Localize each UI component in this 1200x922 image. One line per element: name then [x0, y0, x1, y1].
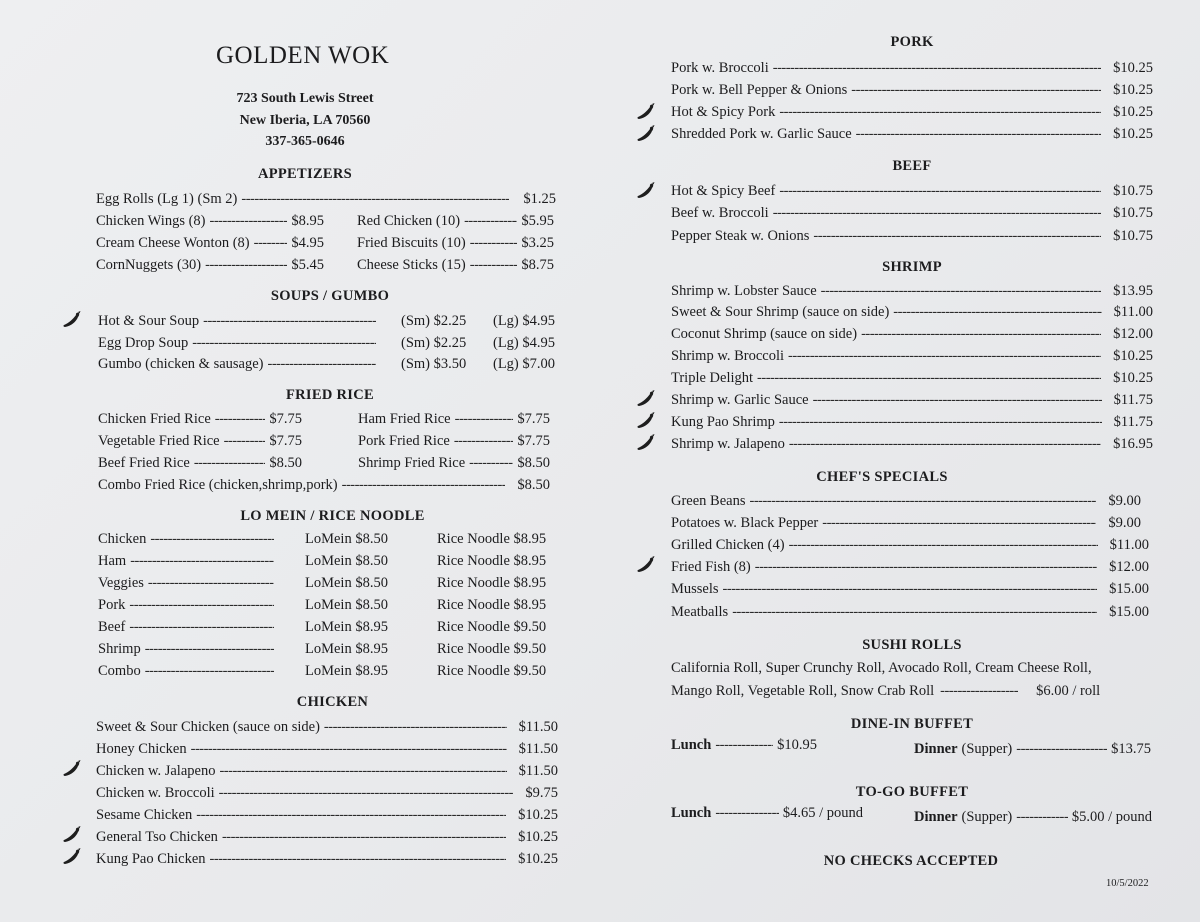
menu-item: Potatoes w. Black Pepper ----- $9.00 [671, 512, 1141, 534]
menu-item: Sesame Chicken ----- $10.25 [96, 804, 558, 826]
menu-item: Vegetable Fried Rice ----- $7.75 [98, 430, 302, 452]
price-small: (Sm) $2.25 [401, 335, 467, 351]
menu-item: Egg Drop Soup ----- [98, 332, 380, 354]
menu-item: Coconut Shrimp (sauce on side) ----- $12.00 [671, 323, 1153, 345]
to-go-lunch: Lunch ----- $4.65 / pound [671, 802, 863, 824]
dine-in-buffet-heading: DINE-IN BUFFET [850, 716, 974, 732]
menu-item: Meatballs ----- $15.00 [671, 601, 1149, 623]
lomein-price: LoMein $8.50 [305, 553, 388, 569]
chili-pepper-icon [636, 182, 656, 200]
chili-pepper-icon [636, 103, 656, 121]
beef-heading: BEEF [892, 158, 932, 174]
restaurant-name: GOLDEN WOK [216, 42, 390, 69]
chili-pepper-icon [62, 848, 82, 866]
menu-item: Cheese Sticks (15) ----- $8.75 [357, 254, 554, 276]
chefs-specials-heading: CHEF'S SPECIALS [816, 469, 948, 485]
lomein-price: LoMein $8.95 [305, 663, 388, 679]
menu-item: Hot & Spicy Pork ----- $10.25 [671, 101, 1153, 123]
to-go-dinner: Dinner (Supper) ----- $5.00 / pound [914, 806, 1152, 828]
menu-item: Kung Pao Shrimp ----- $11.75 [671, 411, 1153, 433]
fried-rice-heading: FRIED RICE [286, 387, 374, 403]
menu-item: Shrimp w. Lobster Sauce ----- $13.95 [671, 280, 1153, 302]
list-item: Pork ----- [98, 594, 278, 616]
rice-noodle-price: Rice Noodle $9.50 [437, 641, 547, 657]
soups-heading: SOUPS / GUMBO [270, 288, 390, 304]
rice-noodle-price: Rice Noodle $8.95 [437, 575, 547, 591]
menu-item: Ham Fried Rice ----- $7.75 [358, 408, 550, 430]
menu-item: Beef Fried Rice ----- $8.50 [98, 452, 302, 474]
rice-noodle-price: Rice Noodle $8.95 [437, 553, 547, 569]
chili-pepper-icon [636, 434, 656, 452]
menu-item: Green Beans ----- $9.00 [671, 490, 1141, 512]
menu-item: Chicken Wings (8) ----- $8.95 [96, 210, 324, 232]
menu-item: Chicken w. Jalapeno ----- $11.50 [96, 760, 558, 782]
price-large: (Lg) $4.95 [493, 335, 556, 351]
menu-item: Hot & Spicy Beef ----- $10.75 [671, 180, 1153, 202]
sushi-heading: SUSHI ROLLS [862, 637, 962, 653]
menu-item: Pork w. Bell Pepper & Onions ----- $10.25 [671, 79, 1153, 101]
dine-in-lunch: Lunch ----- $10.95 [671, 734, 817, 756]
to-go-buffet-heading: TO-GO BUFFET [855, 784, 969, 800]
menu-item: General Tso Chicken ----- $10.25 [96, 826, 558, 848]
list-item: Shrimp ----- [98, 638, 278, 660]
print-date: 10/5/2022 [1106, 878, 1149, 889]
list-item: Combo ----- [98, 660, 278, 682]
chili-pepper-icon [62, 826, 82, 844]
sushi-list-line2: Mango Roll, Vegetable Roll, Snow Crab Roll ----- $6.00 / roll [671, 680, 1149, 702]
menu-item: Pepper Steak w. Onions ----- $10.75 [671, 225, 1153, 247]
menu-item: Beef w. Broccoli ----- $10.75 [671, 202, 1153, 224]
chili-pepper-icon [62, 760, 82, 778]
rice-noodle-price: Rice Noodle $9.50 [437, 619, 547, 635]
list-item: Ham ----- [98, 550, 278, 572]
street: 723 South Lewis Street [236, 91, 374, 106]
menu-item: Shrimp Fried Rice ----- $8.50 [358, 452, 550, 474]
rice-noodle-price: Rice Noodle $8.95 [437, 531, 547, 547]
menu-item: Chicken w. Broccoli ----- $9.75 [96, 782, 558, 804]
no-checks-notice: NO CHECKS ACCEPTED [823, 853, 999, 869]
price-small: (Sm) $2.25 [401, 313, 467, 329]
rice-noodle-price: Rice Noodle $9.50 [437, 663, 547, 679]
appetizers-heading: APPETIZERS [257, 166, 353, 182]
shrimp-heading: SHRIMP [882, 259, 942, 275]
menu-item: Grilled Chicken (4) ----- $11.00 [671, 534, 1149, 556]
menu-item: Mussels ----- $15.00 [671, 578, 1149, 600]
price-small: (Sm) $3.50 [401, 356, 467, 372]
menu-item: Shrimp w. Jalapeno ----- $16.95 [671, 433, 1153, 455]
menu-item: Cream Cheese Wonton (8) ----- $4.95 [96, 232, 324, 254]
menu-item: Shrimp w. Garlic Sauce ----- $11.75 [671, 389, 1153, 411]
chicken-heading: CHICKEN [296, 694, 369, 710]
menu-item: Chicken Fried Rice ----- $7.75 [98, 408, 302, 430]
address [200, 88, 410, 153]
list-item: Chicken ----- [98, 528, 278, 550]
list-item: Veggies ----- [98, 572, 278, 594]
menu-item: Pork w. Broccoli ----- $10.25 [671, 57, 1153, 79]
price-large: (Lg) $4.95 [493, 313, 556, 329]
menu-item: Shredded Pork w. Garlic Sauce ----- $10.25 [671, 123, 1153, 145]
chili-pepper-icon [636, 125, 656, 143]
price-large: (Lg) $7.00 [493, 356, 556, 372]
menu-item: Fried Biscuits (10) ----- $3.25 [357, 232, 554, 254]
menu-item: Kung Pao Chicken ----- $10.25 [96, 848, 558, 870]
lomein-price: LoMein $8.50 [305, 597, 388, 613]
menu-item: Egg Rolls (Lg 1) (Sm 2) ----- $1.25 [96, 188, 556, 210]
city: New Iberia, LA 70560 [239, 112, 371, 128]
menu-item: Sweet & Sour Shrimp (sauce on side) ----- $11.00 [671, 301, 1153, 323]
sushi-list-line1: California Roll, Super Crunchy Roll, Avocado Roll, Cream Cheese Roll, [671, 660, 1092, 676]
lomein-price: LoMein $8.50 [305, 575, 388, 591]
menu-item: Pork Fried Rice ----- $7.75 [358, 430, 550, 452]
menu-item: Honey Chicken ----- $11.50 [96, 738, 558, 760]
menu-item: CornNuggets (30) ----- $5.45 [96, 254, 324, 276]
lo-mein-heading: LO MEIN / RICE NOODLE [240, 508, 425, 524]
phone: 337-365-0646 [265, 134, 345, 149]
chili-pepper-icon [62, 311, 82, 329]
menu-item: Triple Delight ----- $10.25 [671, 367, 1153, 389]
dine-in-dinner: Dinner (Supper) ----- $13.75 [914, 738, 1151, 760]
lomein-price: LoMein $8.95 [305, 641, 388, 657]
list-item: Beef ----- [98, 616, 278, 638]
lomein-price: LoMein $8.50 [305, 531, 388, 547]
lomein-price: LoMein $8.95 [305, 619, 388, 635]
menu-item: Fried Fish (8) ----- $12.00 [671, 556, 1149, 578]
menu-item: Red Chicken (10) ----- $5.95 [357, 210, 554, 232]
chili-pepper-icon [636, 390, 656, 408]
menu-item: Gumbo (chicken & sausage) ----- [98, 353, 380, 375]
rice-noodle-price: Rice Noodle $8.95 [437, 597, 547, 613]
menu-item: Sweet & Sour Chicken (sauce on side) ----- $11.50 [96, 716, 558, 738]
menu-item: Hot & Sour Soup ----- [98, 310, 380, 332]
chili-pepper-icon [636, 556, 656, 574]
menu-item: Shrimp w. Broccoli ----- $10.25 [671, 345, 1153, 367]
menu-item: Combo Fried Rice (chicken,shrimp,pork) ----- $8.50 [98, 474, 550, 496]
chili-pepper-icon [636, 412, 656, 430]
pork-heading: PORK [890, 34, 934, 50]
